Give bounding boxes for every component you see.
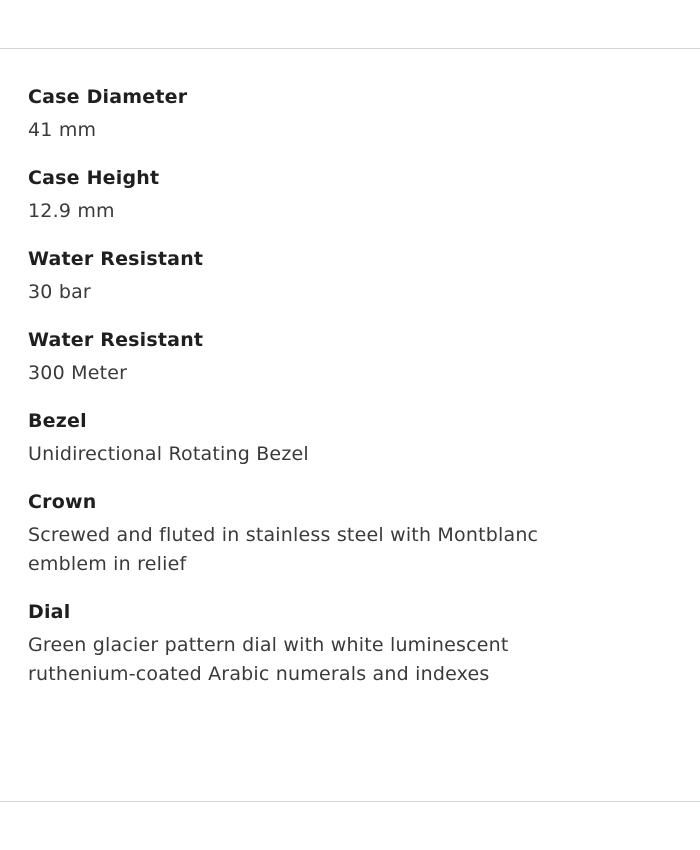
spec-value: Screwed and fluted in stainless steel with Montblanc emblem in relief	[28, 524, 539, 575]
spec-value: 12.9 mm	[28, 200, 115, 222]
spec-value: 300 Meter	[28, 362, 128, 384]
spec-label: Water Resistant	[28, 248, 204, 270]
spec-label: Bezel	[28, 410, 87, 432]
spec-label: Crown	[28, 491, 97, 513]
spec-label: Case Height	[28, 167, 160, 189]
spec-bezel	[28, 408, 588, 469]
spec-water-resistant-meter	[28, 327, 588, 388]
spec-label: Case Diameter	[28, 86, 188, 108]
top-divider	[0, 48, 700, 49]
spec-label: Dial	[28, 601, 71, 623]
spec-value: Green glacier pattern dial with white luminescent ruthenium-coated Arabic numerals and indexes	[28, 634, 509, 685]
spec-value: Unidirectional Rotating Bezel	[28, 443, 309, 465]
spec-crown	[28, 489, 588, 579]
spec-dial	[28, 599, 588, 689]
spec-case-height	[28, 165, 588, 226]
spec-value: 41 mm	[28, 119, 97, 141]
specifications-list	[28, 84, 588, 709]
spec-value: 30 bar	[28, 281, 91, 303]
spec-case-diameter	[28, 84, 588, 145]
spec-water-resistant-bar	[28, 246, 588, 307]
bottom-divider	[0, 801, 700, 802]
spec-label: Water Resistant	[28, 329, 204, 351]
